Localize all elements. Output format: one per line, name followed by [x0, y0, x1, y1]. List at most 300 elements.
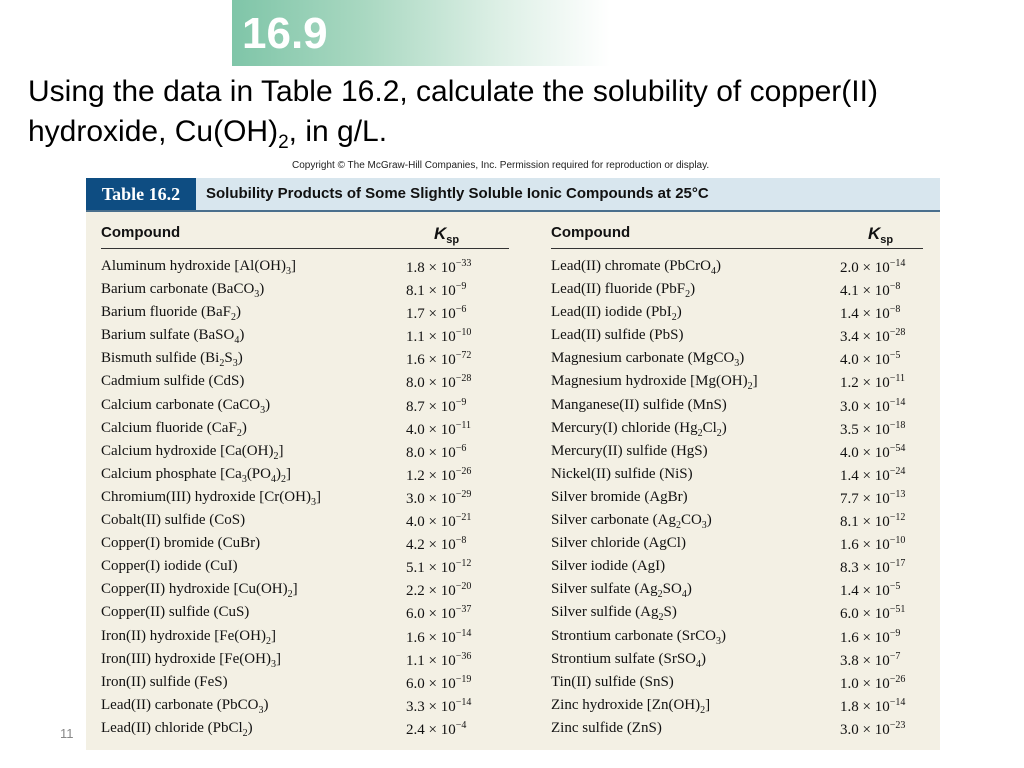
- ksp-exponent: −9: [455, 281, 467, 293]
- ksp-mantissa: 1.4: [840, 583, 859, 600]
- compound-name: [101, 420, 247, 439]
- name-text: ]: [705, 696, 711, 713]
- ksp-mantissa: 3.0: [406, 490, 425, 507]
- compound-name: [101, 674, 228, 691]
- compound-name: [551, 604, 677, 623]
- ksp-base: × 10: [424, 514, 456, 531]
- compound-name: [101, 304, 241, 323]
- ksp-exponent: −28: [455, 373, 472, 385]
- formula-subscript: 3: [734, 358, 740, 370]
- ksp-value: [406, 697, 471, 716]
- ksp-exponent: −23: [889, 719, 906, 731]
- ksp-base: × 10: [424, 467, 456, 484]
- table-row: [551, 556, 961, 579]
- table-row: [101, 441, 511, 464]
- ksp-value: [406, 581, 471, 600]
- name-text: Mercury(I) chloride (Hg: [551, 419, 698, 436]
- formula-subscript: 2: [219, 358, 225, 370]
- ksp-base: × 10: [424, 675, 456, 692]
- ksp-mantissa: 3.8: [840, 652, 859, 669]
- ksp-mantissa: 1.1: [406, 652, 425, 669]
- name-text: Manganese(II) sulfide (MnS): [551, 396, 727, 413]
- name-text: ): [706, 512, 712, 529]
- ksp-value: [840, 512, 905, 531]
- ksp-value: [840, 720, 905, 739]
- ksp-base: × 10: [858, 629, 890, 646]
- table-row: [101, 302, 511, 325]
- ksp-mantissa: 3.0: [840, 721, 859, 738]
- name-text: Nickel(II) sulfide (NiS): [551, 465, 693, 482]
- compound-name: [101, 604, 249, 621]
- formula-subscript: 3: [254, 289, 260, 301]
- compound-name: [551, 258, 721, 277]
- ksp-value: [840, 350, 900, 369]
- compound-name: [551, 466, 693, 483]
- ksp-value: [406, 674, 471, 693]
- col-rule-right: [551, 248, 923, 249]
- ksp-base: × 10: [424, 283, 456, 300]
- formula-subscript: 2: [230, 312, 236, 324]
- col-rule-left: [101, 248, 509, 249]
- name-text: ): [690, 281, 696, 298]
- compound-name: [101, 697, 268, 716]
- ksp-mantissa: 4.0: [840, 352, 859, 369]
- ksp-exponent: −28: [889, 327, 906, 339]
- table-row: [101, 533, 511, 556]
- name-text: Lead(II) chromate (PbCrO: [551, 258, 711, 274]
- name-text: Calcium phosphate [Ca: [101, 465, 242, 482]
- ksp-mantissa: 1.7: [406, 306, 425, 323]
- ksp-mantissa: 3.0: [840, 398, 859, 415]
- ksp-value: [406, 720, 466, 739]
- ksp-exponent: −29: [455, 488, 472, 500]
- ksp-exponent: −54: [889, 442, 906, 454]
- name-text: Barium sulfate (BaSO: [101, 327, 235, 344]
- ksp-mantissa: 1.6: [406, 352, 425, 369]
- ksp-value: [840, 697, 905, 716]
- name-text: ): [739, 350, 745, 367]
- table-row: [101, 487, 511, 510]
- ksp-base: × 10: [858, 352, 890, 369]
- ksp-exponent: −6: [455, 304, 467, 316]
- table-row: [101, 279, 511, 302]
- question-text: [28, 72, 928, 163]
- ksp-mantissa: 2.2: [406, 583, 425, 600]
- name-text: Silver sulfide (Ag: [551, 604, 659, 621]
- compound-name: [101, 281, 264, 300]
- ksp-value: [840, 304, 900, 323]
- name-text: ): [239, 327, 245, 344]
- ksp-value: [406, 628, 471, 647]
- compound-name: [551, 489, 688, 506]
- ksp-base: × 10: [424, 260, 456, 276]
- ksp-base: × 10: [424, 352, 456, 369]
- ksp-mantissa: 1.2: [406, 467, 425, 484]
- ksp-value: [840, 420, 905, 439]
- ksp-value: [840, 258, 905, 277]
- formula-subscript: 2: [280, 473, 286, 485]
- ksp-exponent: −6: [455, 442, 467, 454]
- table-row: [551, 672, 961, 695]
- ksp-base: × 10: [424, 721, 456, 738]
- ksp-exponent: −51: [889, 604, 906, 616]
- table-row: [101, 395, 511, 418]
- table-row: [551, 418, 961, 441]
- question-pre: Using the data in Table 16.2, calculate the solubility of copper(II) hydroxide, Cu(OH): [28, 75, 878, 148]
- table-row: [551, 441, 961, 464]
- ksp-value: [840, 628, 900, 647]
- ksp-value: [840, 397, 905, 416]
- ksp-exponent: −33: [455, 258, 472, 269]
- table-row: [551, 348, 961, 371]
- table-caption: Solubility Products of Some Slightly Soluble Ionic Compounds at 25°C: [206, 185, 709, 202]
- table-row: [551, 510, 961, 533]
- question-post: , in g/L.: [288, 115, 388, 148]
- formula-subscript: 2: [671, 312, 677, 324]
- ksp-value: [840, 604, 905, 623]
- name-text: ]: [285, 465, 291, 482]
- name-text: SO: [662, 581, 682, 598]
- ksp-mantissa: 6.0: [406, 606, 425, 623]
- formula-subscript: 2: [685, 289, 691, 301]
- name-text: S): [663, 604, 677, 621]
- table-row: [101, 510, 511, 533]
- ksp-mantissa: 1.6: [406, 629, 425, 646]
- name-text: ): [275, 465, 281, 482]
- name-text: Copper(I) iodide (CuI): [101, 558, 238, 575]
- ksp-exponent: −21: [455, 512, 472, 524]
- page-number: 11: [60, 726, 74, 741]
- ksp-mantissa: 8.7: [406, 398, 425, 415]
- ksp-value: [840, 466, 905, 485]
- name-text: Cadmium sulfide (CdS): [101, 373, 245, 390]
- name-text: ]: [752, 373, 758, 390]
- table-row: [551, 602, 961, 625]
- name-text: Magnesium hydroxide [Mg(OH): [551, 373, 748, 390]
- name-text: ): [686, 581, 692, 598]
- ksp-mantissa: 8.0: [406, 375, 425, 392]
- ksp-mantissa: 6.0: [406, 675, 425, 692]
- name-text: Silver sulfate (Ag: [551, 581, 658, 598]
- table-label: Table 16.2: [86, 178, 196, 210]
- formula-subscript: 3: [270, 658, 276, 670]
- ksp-base: × 10: [424, 329, 456, 346]
- table-row: [101, 325, 511, 348]
- table-row: [101, 602, 511, 625]
- ksp-value: [406, 373, 471, 392]
- ksp-mantissa: 4.0: [840, 444, 859, 461]
- formula-subscript: 4: [681, 589, 687, 601]
- name-text: ]: [290, 258, 296, 274]
- table-row: [101, 256, 511, 279]
- ksp-mantissa: 4.2: [406, 537, 425, 554]
- compound-name: [101, 558, 238, 575]
- ksp-exponent: −11: [455, 419, 471, 431]
- col-header-ksp-left: [434, 224, 459, 246]
- formula-subscript: 2: [716, 427, 722, 439]
- ksp-mantissa: 7.7: [840, 490, 859, 507]
- ksp-value: [840, 674, 905, 693]
- ksp-base: × 10: [858, 260, 890, 276]
- name-text: ): [720, 627, 726, 644]
- formula-subscript: 2: [242, 727, 248, 739]
- ksp-exponent: −12: [889, 512, 906, 524]
- ksp-base: × 10: [858, 652, 890, 669]
- ksp-exponent: −7: [889, 650, 901, 662]
- table-row: [551, 718, 961, 741]
- ksp-exponent: −18: [889, 419, 906, 431]
- formula-subscript: 4: [270, 473, 276, 485]
- name-text: CO: [680, 512, 702, 529]
- ksp-base: × 10: [858, 375, 890, 392]
- formula-subscript: 3: [701, 520, 707, 532]
- name-text: Iron(II) hydroxide [Fe(OH): [101, 627, 266, 644]
- formula-subscript: 4: [234, 335, 240, 347]
- table-row: [101, 418, 511, 441]
- name-text: ): [701, 650, 706, 667]
- table-row: [101, 348, 511, 371]
- formula-subscript: 4: [710, 266, 716, 277]
- name-text: Lead(II) fluoride (PbF: [551, 281, 686, 298]
- compound-name: [551, 651, 706, 670]
- formula-subscript: 2: [747, 381, 753, 393]
- ksp-base: × 10: [858, 421, 890, 438]
- table-row: [101, 579, 511, 602]
- formula-subscript: 3: [232, 358, 238, 370]
- table-row: [101, 672, 511, 695]
- ksp-exponent: −17: [889, 558, 906, 570]
- compound-name: [551, 581, 692, 600]
- compound-name: [551, 350, 744, 369]
- name-text: ): [263, 696, 269, 713]
- ksp-base: × 10: [424, 421, 456, 438]
- name-text: Aluminum hydroxide [Al(OH): [101, 258, 286, 274]
- ksp-mantissa: 8.3: [840, 560, 859, 577]
- ksp-mantissa: 1.6: [840, 629, 859, 646]
- compound-name: [551, 327, 683, 344]
- ksp-exponent: −9: [455, 396, 467, 408]
- name-text: Magnesium carbonate (MgCO: [551, 350, 735, 367]
- table-row: [101, 649, 511, 672]
- ksp-symbol: K: [868, 224, 881, 243]
- formula-subscript: 2: [273, 450, 279, 462]
- name-text: Silver iodide (AgI): [551, 558, 666, 575]
- table-row: [551, 464, 961, 487]
- name-text: ): [715, 258, 721, 274]
- name-text: ): [247, 719, 253, 736]
- ksp-value: [406, 651, 471, 670]
- name-text: ]: [275, 650, 281, 667]
- formula-subscript: 3: [260, 404, 266, 416]
- ksp-value: [840, 651, 900, 670]
- compound-name: [551, 420, 727, 439]
- ksp-mantissa: 8.0: [406, 444, 425, 461]
- ksp-value: [406, 397, 466, 416]
- ksp-base: × 10: [424, 537, 456, 554]
- formula-subscript: 2: [236, 427, 242, 439]
- ksp-base: × 10: [858, 306, 890, 323]
- ksp-exponent: −8: [455, 535, 467, 547]
- header-rule: [86, 210, 940, 212]
- ksp-value: [840, 281, 900, 300]
- ksp-exponent: −4: [455, 719, 467, 731]
- ksp-exponent: −14: [889, 396, 906, 408]
- ksp-value: [406, 489, 471, 508]
- right-column-rows: [551, 256, 961, 741]
- ksp-mantissa: 4.0: [406, 421, 425, 438]
- ksp-mantissa: 8.1: [406, 283, 425, 300]
- name-text: Zinc hydroxide [Zn(OH): [551, 696, 701, 713]
- ksp-base: × 10: [424, 490, 456, 507]
- ksp-mantissa: 1.6: [840, 537, 859, 554]
- name-text: Copper(II) hydroxide [Cu(OH): [101, 581, 288, 598]
- ksp-value: [406, 420, 471, 439]
- ksp-value: [406, 304, 466, 323]
- ksp-exponent: −10: [455, 327, 472, 339]
- compound-name: [101, 535, 260, 552]
- compound-name: [101, 489, 321, 508]
- table-row: [551, 256, 961, 279]
- ksp-value: [406, 350, 471, 369]
- ksp-exponent: −19: [455, 673, 472, 685]
- col-header-compound-left: Compound: [101, 224, 181, 241]
- name-text: Barium carbonate (BaCO: [101, 281, 255, 298]
- ksp-exponent: −72: [455, 350, 472, 362]
- ksp-exponent: −26: [889, 673, 906, 685]
- ksp-exponent: −10: [889, 535, 906, 547]
- ksp-mantissa: 1.8: [840, 698, 859, 715]
- ksp-value: [840, 489, 905, 508]
- ksp-symbol: K: [434, 224, 447, 243]
- name-text: Iron(III) hydroxide [Fe(OH): [101, 650, 271, 667]
- formula-subscript: 2: [697, 427, 703, 439]
- col-header-compound-right: Compound: [551, 224, 631, 241]
- name-text: ): [259, 281, 265, 298]
- ksp-base: × 10: [424, 698, 456, 715]
- ksp-exponent: −12: [455, 558, 472, 570]
- table-row: [101, 626, 511, 649]
- ksp-exponent: −26: [455, 465, 472, 477]
- name-text: Silver chloride (AgCl): [551, 535, 686, 552]
- ksp-mantissa: 3.3: [406, 698, 425, 715]
- name-text: (PO: [246, 465, 271, 482]
- solubility-table: [86, 178, 940, 750]
- ksp-exponent: −8: [889, 304, 901, 316]
- formula-subscript: 3: [241, 473, 247, 485]
- name-text: ): [237, 350, 243, 367]
- compound-name: [551, 535, 686, 552]
- name-text: Silver bromide (AgBr): [551, 488, 688, 505]
- name-text: Cobalt(II) sulfide (CoS): [101, 512, 246, 529]
- ksp-exponent: −37: [455, 604, 472, 616]
- name-text: ): [265, 396, 271, 413]
- compound-name: [551, 697, 710, 716]
- ksp-mantissa: 4.0: [406, 514, 425, 531]
- table-row: [551, 695, 961, 718]
- ksp-value: [406, 512, 471, 531]
- ksp-base: × 10: [424, 652, 456, 669]
- ksp-base: × 10: [424, 583, 456, 600]
- ksp-subscript: sp: [880, 234, 894, 246]
- formula-subscript: 4: [696, 658, 701, 670]
- compound-name: [551, 720, 662, 737]
- name-text: Strontium carbonate (SrCO: [551, 627, 716, 644]
- col-header-ksp-right: [868, 224, 893, 246]
- compound-name: [551, 281, 695, 300]
- ksp-mantissa: 1.8: [406, 260, 425, 276]
- ksp-value: [840, 581, 900, 600]
- compound-name: [551, 512, 712, 531]
- name-text: Barium fluoride (BaF: [101, 304, 231, 321]
- name-text: Calcium carbonate (CaCO: [101, 396, 261, 413]
- ksp-base: × 10: [858, 537, 890, 554]
- compound-name: [551, 674, 674, 691]
- compound-name: [101, 443, 283, 462]
- name-text: ]: [270, 627, 276, 644]
- ksp-exponent: −13: [889, 488, 906, 500]
- ksp-base: × 10: [424, 444, 456, 461]
- compound-name: [101, 466, 291, 485]
- table-row: [551, 579, 961, 602]
- name-text: Calcium hydroxide [Ca(OH): [101, 442, 274, 459]
- compound-name: [551, 443, 708, 460]
- ksp-mantissa: 4.1: [840, 283, 859, 300]
- compound-name: [101, 628, 276, 647]
- ksp-base: × 10: [858, 606, 890, 623]
- table-row: [551, 533, 961, 556]
- compound-name: [101, 350, 243, 369]
- question-subscript: 2: [278, 132, 289, 153]
- formula-subscript: 3: [715, 635, 721, 647]
- name-text: Calcium fluoride (CaF: [101, 419, 237, 436]
- name-text: Chromium(III) hydroxide [Cr(OH): [101, 488, 311, 505]
- name-text: Strontium sulfate (SrSO: [551, 650, 696, 667]
- ksp-mantissa: 5.1: [406, 560, 425, 577]
- name-text: Mercury(II) sulfide (HgS): [551, 442, 708, 459]
- ksp-value: [840, 558, 905, 577]
- name-text: Iron(II) sulfide (FeS): [101, 673, 228, 690]
- table-row: [551, 487, 961, 510]
- example-number: 16.9: [242, 9, 328, 58]
- ksp-base: × 10: [424, 629, 456, 646]
- table-row: [551, 302, 961, 325]
- table-row: [551, 371, 961, 394]
- name-text: ): [676, 304, 682, 321]
- table-row: [101, 695, 511, 718]
- ksp-base: × 10: [424, 560, 456, 577]
- formula-subscript: 3: [310, 496, 316, 508]
- ksp-mantissa: 1.0: [840, 675, 859, 692]
- table-row: [551, 279, 961, 302]
- ksp-exponent: −36: [455, 650, 472, 662]
- ksp-value: [840, 535, 905, 554]
- ksp-base: × 10: [424, 398, 456, 415]
- compound-name: [551, 397, 727, 414]
- formula-subscript: 2: [287, 589, 293, 601]
- ksp-value: [406, 604, 471, 623]
- ksp-exponent: −14: [455, 696, 472, 708]
- formula-subscript: 2: [265, 635, 271, 647]
- table-row: [101, 556, 511, 579]
- compound-name: [101, 651, 281, 670]
- ksp-base: × 10: [858, 329, 890, 346]
- ksp-base: × 10: [858, 698, 890, 715]
- ksp-exponent: −14: [455, 627, 472, 639]
- name-text: Cl: [702, 419, 717, 436]
- ksp-base: × 10: [424, 606, 456, 623]
- ksp-value: [840, 373, 905, 392]
- name-text: ]: [292, 581, 298, 598]
